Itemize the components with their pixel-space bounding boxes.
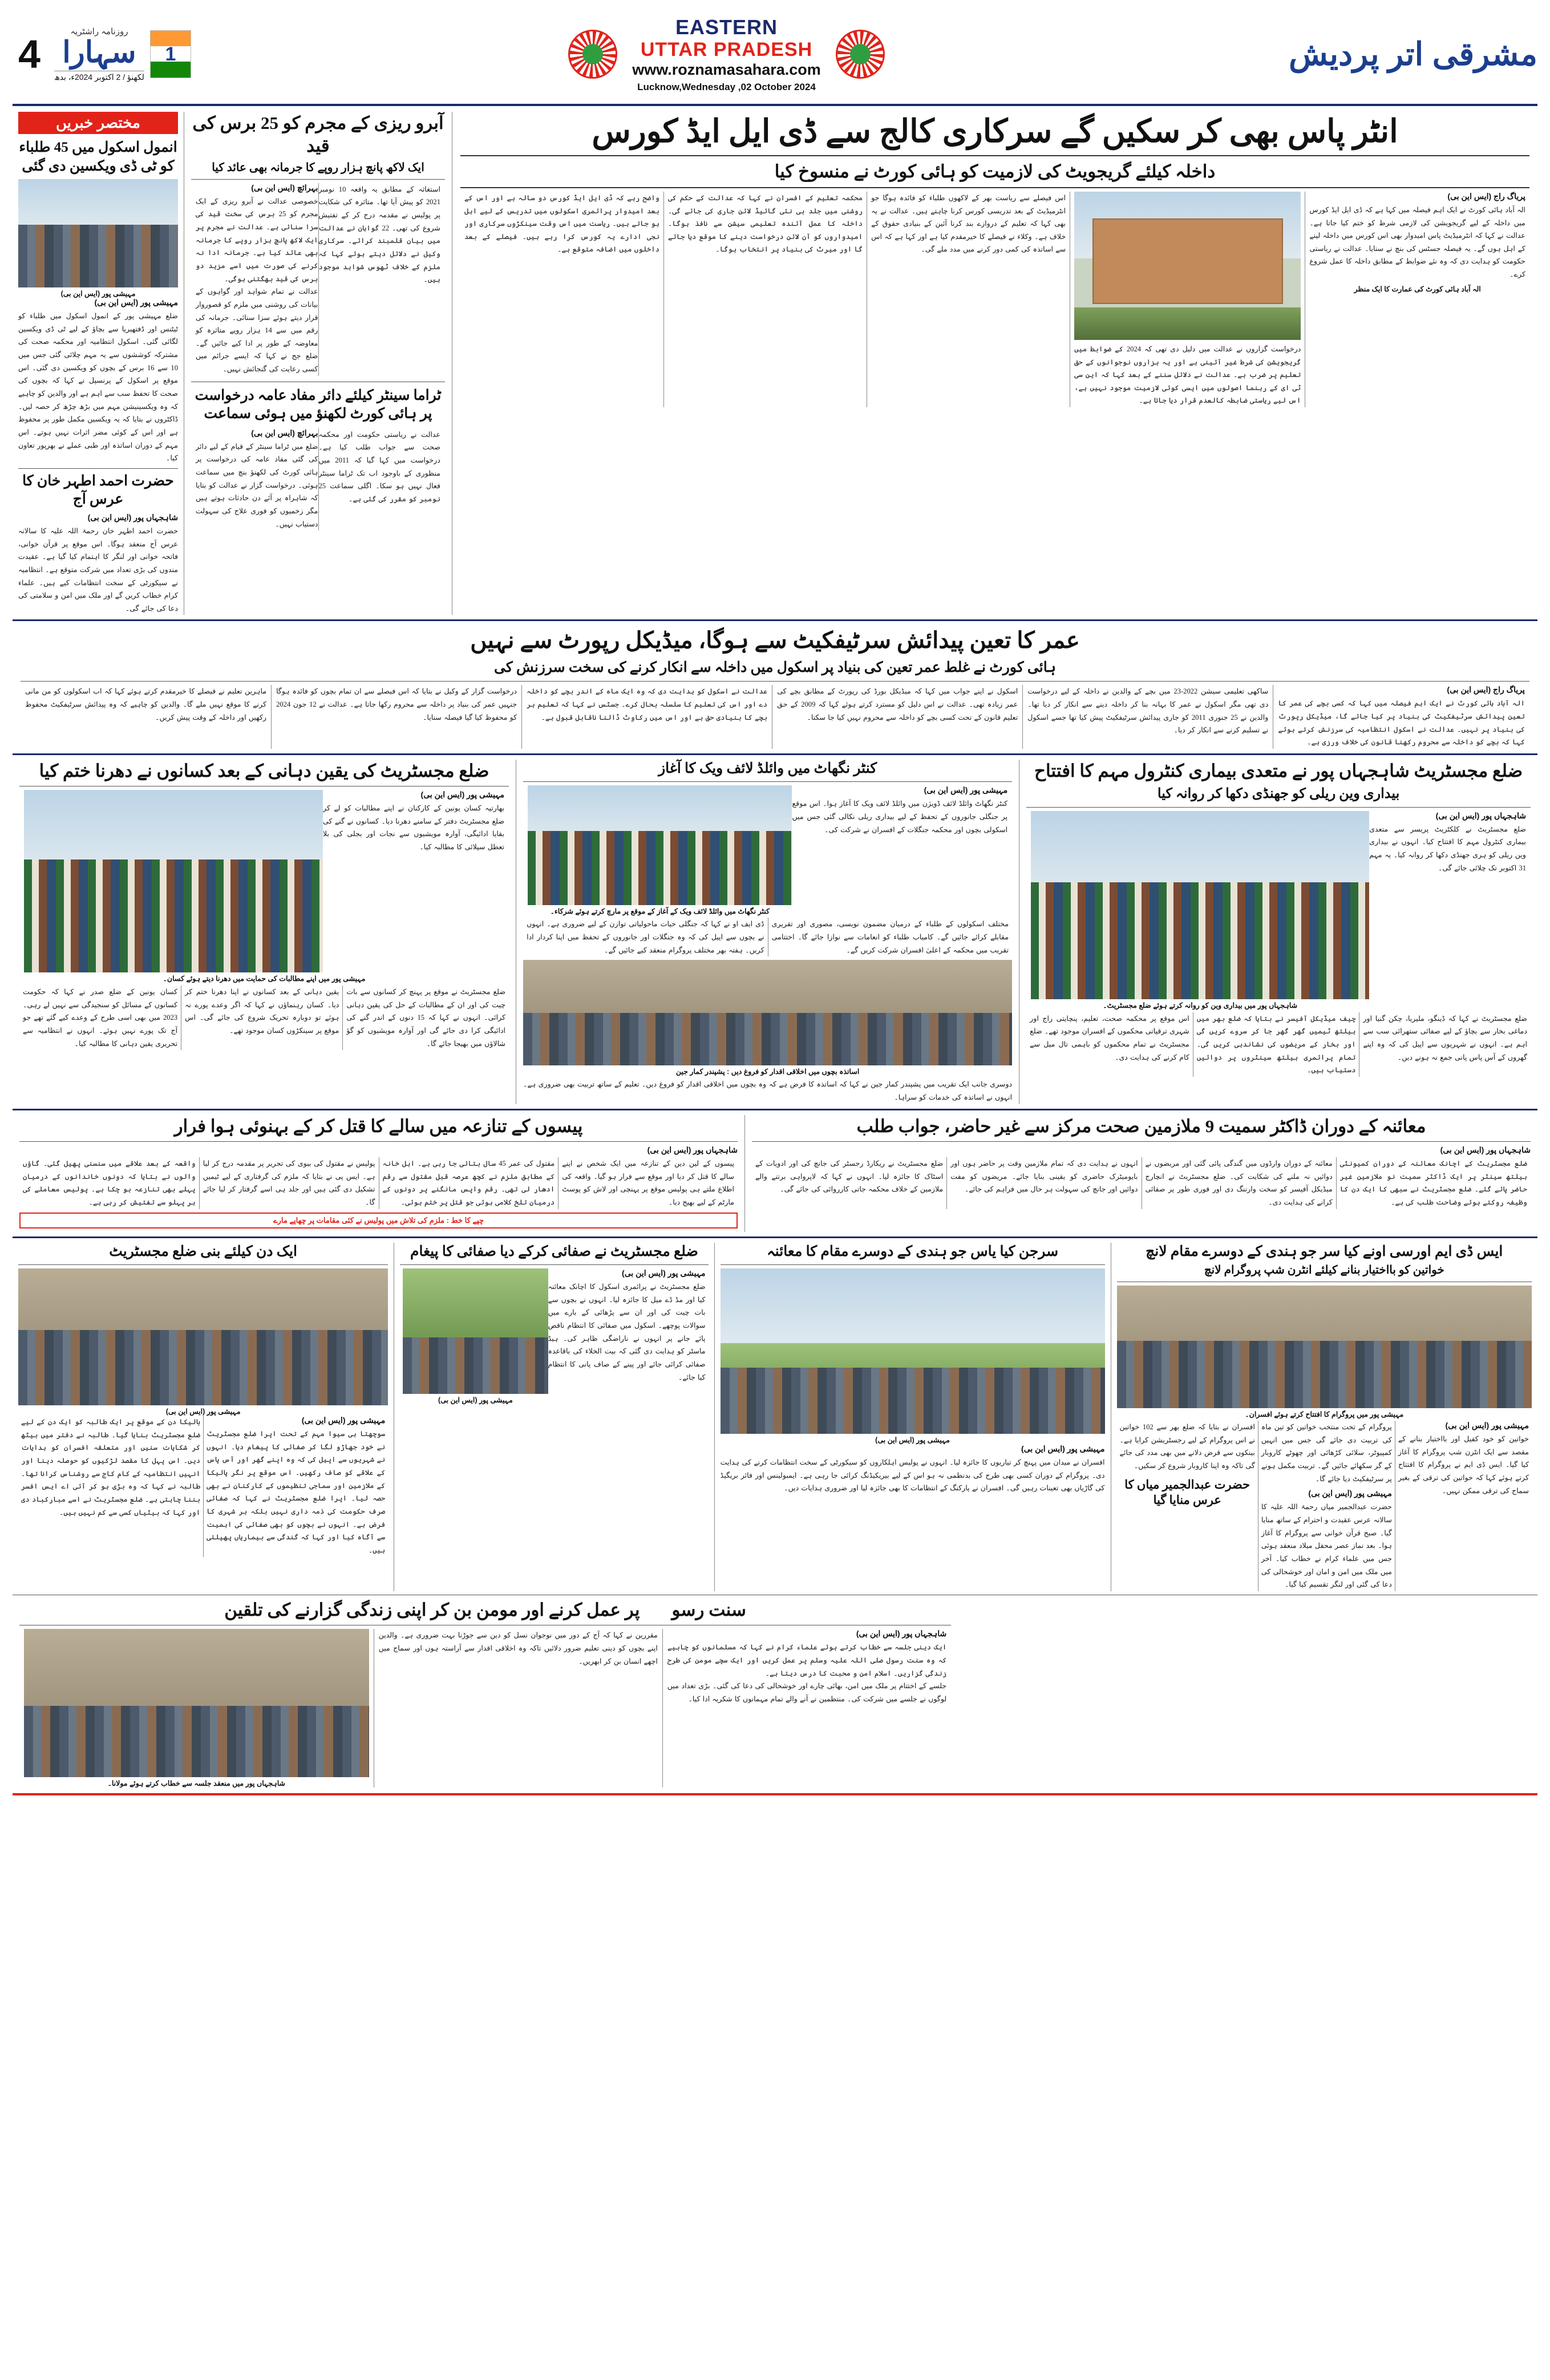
age-col-4: عدالت نے اسکول کو ہدایت دی کہ وہ ایک ماہ کے اندر بچے کو داخلہ دے اور اس کی تعلیم کا سلسلہ بحال کرے۔ جسٹس نے کہا کہ تعلیم ہر بچے کا بنیادی حق ہے اور اس میں رکاوٹ ڈالنا ناقابل قبول ہے۔ — [527, 687, 768, 721]
brief1-text: ضلع مہیشی پور کے انمول اسکول میں طلباء کو ٹیٹنس اور ڈفتھیریا سے بچاؤ کے لیے ٹی ڈی ویکسین لگائی گئی۔ اسکول انتظامیہ اور محکمہ صحت کی مشترکہ کوششوں سے یہ مہم چلائی گئی جس میں 10 سے 16 برس کے بچوں کو ویکسین دی گئی۔ اس موقع پر اسکول کے پرنسپل نے کہا کہ بچوں کی صحت کا تحفظ سب سے اہم ہے اور والدین کو چاہیے کہ وہ ویکسینیشن مہم میں بڑھ چڑھ کر حصہ لیں۔ ڈاکٹروں نے بتایا کہ یہ ویکسین مکمل طور پر محفوظ ہے اور اس کے کوئی مضر اثرات نہیں ہوتے۔ اس مہم کے دوران اساتذہ اور طبی عملے نے بھرپور تعاون کیا۔ — [18, 312, 178, 463]
wildlife-col-4: دوسری جانب ایک تقریب میں پشپندر کمار جین نے کہا کہ اساتذہ کا فرض ہے کہ وہ بچوں میں اخلاقی اقدار کو فروغ دیں۔ تعلیم کے ساتھ تربیت بھی ضروری ہے۔ انہوں نے اساتذہ کی خدمات کو سراہا۔ — [523, 1080, 1013, 1101]
sdm-launch-headline: ایس ڈی ایم اورسی اونے کیا سر جو ہندی کے دوسرے مقام لانچ — [1146, 1243, 1503, 1259]
oneday-dm-text: بالیکا دن کے موقع پر ایک طالبہ کو ایک دن کے لیے ضلع مجسٹریٹ بنایا گیا۔ طالبہ نے دفتر میں بیٹھ کر شکایات سنیں اور متعلقہ افسران کو ہدایات دیں۔ اس پہل کا مقصد لڑکیوں کو حوصلہ دینا اور انہیں انتظامیہ کے کام کاج سے روشناس کرانا تھا۔ طالبہ نے کہا کہ وہ بڑی ہو کر آئی اے ایس افسر بننا چاہتی ہے۔ ضلع مجسٹریٹ نے اسے مبارکباد دی اور کہا کہ بیٹیاں کسی سے کم نہیں ہیں۔ — [21, 1418, 201, 1517]
age-col-2: ساکھی تعلیمی سیشن 2022-23 میں بچے کے والدین نے داخلہ کے لیے درخواست دی تھی مگر اسکول نے عمر کا بہانہ بنا کر داخلہ دینے سے انکار کر دیا تھا۔ والدین نے 25 جنوری 2011 کو جاری پیدائش سرٹیفکیٹ پیش کیا تھا جسے اسکول نے تسلیم کرنے سے انکار کر دیا۔ — [1027, 687, 1269, 735]
sdm-launch-col-1: خواتین کو خود کفیل اور بااختیار بنانے کے مقصد سے ایک انٹرن شپ پروگرام کا آغاز کیا گیا۔ ایس ڈی ایم نے پروگرام کا افتتاح کرتے ہوئے کہا کہ خواتین کی ترقی کے بغیر سماج کی ترقی ممکن نہیں۔ — [1398, 1435, 1529, 1495]
crime-text-3: عدالت نے تمام شواہد اور گواہوں کے بیانات کی روشنی میں ملزم کو قصوروار قرار دیتے ہوئے سزا سنائی۔ جرمانہ کی رقم میں سے 14 ہزار روپے متاثرہ کو معاوضہ کے طور پر ادا کیے جائیں گے۔ ضلع جج نے کہا کہ ایسے جرائم میں کسی رعایت کی گنجائش نہیں۔ — [196, 287, 318, 374]
shahjahanpur-photo-caption: شاہجہاں پور میں بیداری وین کو روانہ کرتے ہوئے ضلع مجسٹریٹ۔ — [1103, 1001, 1298, 1009]
wildlife-headline: کنٹر نگھاٹ میں وائلڈ لائف ویک کا آغاز — [658, 760, 877, 776]
brief2-headline: حضرت احمد اطہر خان کا عرس آج — [22, 473, 174, 508]
sdm-launch-photo-caption: مہیشی پور میں پروگرام کا افتتاح کرتے ہوئے افسران۔ — [1245, 1410, 1404, 1419]
logo-subtitle: روزنامہ راشٹریہ — [70, 26, 128, 37]
trauma-text-2: عدالت نے ریاستی حکومت اور محکمہ صحت سے جواب طلب کیا ہے۔ درخواست میں کہا گیا کہ 2011 میں منظوری کے باوجود اب تک ٹراما سینٹر فعال نہیں ہو سکا۔ اگلی سماعت 25 نومبر کو مقرر کی گئی ہے۔ — [318, 430, 440, 504]
wildlife-col-2: ڈی ایف او نے کہا کہ جنگلی حیات ماحولیاتی توازن کے لیے ضروری ہے۔ انہوں نے بچوں سے اپیل کی کہ وہ جنگلات اور جانوروں کے تحفظ میں اپنا کردار ادا کریں۔ ہفتہ بھر مختلف پروگرام منعقد کیے جائیں گے۔ — [527, 920, 764, 954]
dm-protest-story — [13, 760, 516, 1104]
title-uttar-pradesh: UTTAR PRADESH — [640, 39, 813, 61]
briefs-column — [13, 112, 184, 615]
masthead — [13, 8, 1537, 106]
shahjahanpur-col-3: چیف میڈیکل آفیسر نے بتایا کہ ضلع بھر میں ہیلتھ ٹیمیں گھر گھر جا کر سروے کریں گی اور بخار کے مریضوں کی نشاندہی کریں گی۔ تمام پرائمری ہیلتھ سینٹروں پر دوائیں دستیاب ہیں۔ — [1196, 1014, 1356, 1075]
cleanliness-headline: ایک دن کیلئے بنی ضلع مجسٹریٹ — [109, 1243, 297, 1259]
crime-text-2: استغاثہ کے مطابق یہ واقعہ 10 نومبر 2021 کو پیش آیا تھا۔ متاثرہ کی شکایت پر پولیس نے مقدمہ درج کر کے تفتیش شروع کی تھی۔ 22 گواہان نے عدالت میں بیان قلمبند کرائے۔ سرکاری وکیل نے دلائل دیتے ہوئے کہا کہ ملزم کے خلاف ٹھوس شواہد موجود ہیں۔ — [318, 185, 440, 284]
money-red-note: چپے کا خط : ملزم کی تلاش میں پولیس نے کئی مقامات پر چھاپے مارے — [19, 1213, 738, 1228]
masthead-left — [13, 8, 258, 100]
sdm-launch-col-2: پروگرام کے تحت منتخب خواتین کو تین ماہ کی تربیت دی جائے گی جس میں انہیں کمپیوٹر، سلائی کڑھائی اور چھوٹے کاروبار کے گر سکھائے جائیں گے۔ تربیت مکمل ہونے پر سرٹیفکیٹ دیا جائے گا۔ — [1261, 1423, 1392, 1483]
sunnat-story — [13, 1599, 958, 1787]
lead-col-2: درخواست گزاروں نے عدالت میں دلیل دی تھی کہ 2024 کے ضوابط میں گریجویشن کی شرط غیر آئینی ہے اور یہ ہزاروں نوجوانوں کے حق تعلیم پر ضرب ہے۔ عدالت نے دلائل سننے کے بعد کہا کہ این سی ٹی ای کے رہنما اصولوں میں ایسی کوئی لازمیت موجود نہیں ہے، اس لیے ریاستی ضابطہ کالعدم قرار دیا جاتا ہے۔ — [1074, 344, 1301, 405]
lead-col-4: محکمہ تعلیم کے افسران نے کہا کہ عدالت کے حکم کی روشنی میں جلد ہی نئی گائیڈ لائن جاری کی جائے گی۔ داخلہ کا عمل آئندہ تعلیمی سیشن سے نافذ ہوگا۔ امیدواروں کو آن لائن درخواست دینے کا موقع دیا جائے گا اور میرٹ کی بنیاد پر انتخاب ہوگا۔ — [668, 193, 863, 254]
cleanliness-byline: مہیشی پور (ایس این بی) — [301, 1416, 386, 1425]
sdm-launch-col-3: افسران نے بتایا کہ ضلع بھر سے 102 خواتین نے اس پروگرام کے لیے رجسٹریشن کرایا ہے۔ بینکوں سے قرض دلانے میں بھی مدد کی جائے گی تاکہ وہ اپنا کاروبار شروع کر سکیں۔ — [1119, 1423, 1255, 1470]
title-eastern: EASTERN — [675, 15, 778, 39]
lead-photo — [1074, 192, 1301, 340]
money-byline: شاہجہاں پور (ایس این بی) — [647, 1145, 738, 1154]
ground-inspect-photo — [721, 1268, 1105, 1434]
brief1-photo-caption: مہیشی پور (ایس این بی) — [60, 290, 136, 298]
brief2-text: حضرت احمد اطہر خان رحمۃ اللہ علیہ کا سالانہ عرس آج منعقد ہوگا۔ اس موقع پر قرآن خوانی، فاتحہ خوانی اور لنگر کا اہتمام کیا گیا ہے۔ عقیدت مندوں کی بڑی تعداد میں شرکت متوقع ہے۔ انتظامیہ نے سیکورٹی کے سخت انتظامات کیے ہیں۔ علماء کرام خطاب کریں گے اور ملک میں امن و سلامتی کی دعا کی جائے گی۔ — [18, 526, 178, 613]
trauma-byline: بہرائچ (ایس این بی) — [251, 428, 318, 437]
dm-protest-col-2: ضلع مجسٹریٹ نے موقع پر پہنچ کر کسانوں سے بات چیت کی اور ان کے مطالبات کے حل کی یقین دہانی کرائی۔ انہوں نے کہا کہ 15 دنوں کے اندر گنے کی ادائیگی کرا دی جائے گی اور آوارہ مویشیوں کو گؤ شالاؤں میں بھیجا جائے گا۔ — [346, 988, 506, 1048]
inspection-col-1: ضلع مجسٹریٹ کے اچانک معائنہ کے دوران کمیونٹی ہیلتھ سینٹر پر ایک ڈاکٹر سمیت نو ملازمین غیر حاضر پائے گئے۔ ضلع مجسٹریٹ نے سبھی کا ایک دن کا وظیفہ روکتے ہوئے وضاحت طلب کی ہے۔ — [1339, 1159, 1527, 1206]
wildlife-story — [516, 760, 1019, 1104]
bottom-band — [13, 1243, 1537, 1591]
ground-inspect-headline: سرجن کیا یاس جو ہندی کے دوسرے مقام کا معائنہ — [767, 1243, 1059, 1259]
urs-text: حضرت عبدالجمیر میاں رحمۃ اللہ علیہ کا سالانہ عرس عقیدت و احترام کے ساتھ منایا گیا۔ صبح قرآن خوانی سے پروگرام کا آغاز ہوا۔ بعد نماز عصر محفل میلاد منعقد ہوئی جس میں علماء کرام نے خطاب کیا۔ آخر میں ملک میں امن و امان اور خوشحالی کی دعا کی گئی اور لنگر تقسیم کیا گیا۔ — [1261, 1503, 1392, 1589]
inspection-col-3: انہوں نے ہدایت دی کہ تمام ملازمین وقت پر حاضر ہوں اور بایومیٹرک حاضری کو یقینی بنایا جائے۔ مریضوں کو مفت دوائیں اور جانچ کی سہولت ہر حال میں فراہم کی جائے۔ — [950, 1159, 1138, 1194]
inspection-story — [744, 1115, 1537, 1232]
inspection-byline: شاہجہاں پور (ایس این بی) — [1440, 1145, 1531, 1154]
middle-band — [13, 760, 1537, 1104]
age-byline: پریاگ راج (ایس این بی) — [1447, 685, 1525, 695]
flag-icon: 1 — [150, 30, 191, 78]
cleanliness-story — [13, 1243, 394, 1591]
dm-protest-headline: ضلع مجسٹریٹ کی یقین دہانی کے بعد کسانوں نے دھرنا ختم کیا — [39, 760, 489, 781]
inspection-headline: معائنہ کے دوران ڈاکٹر سمیت 9 ملازمین صحت مرکز سے غیر حاضر، جواب طلب — [856, 1116, 1426, 1136]
trauma-text-1: ضلع میں ٹراما سینٹر کے قیام کے لیے دائر کی گئی مفاد عامہ کی درخواست پر ہائی کورٹ کی لکھنؤ بنچ میں سماعت ہوئی۔ درخواست گزار نے عدالت کو بتایا کہ شاہراہ پر آئے دن حادثات ہوتے ہیں مگر زخمیوں کو فوری علاج کی سہولت دستیاب نہیں۔ — [196, 442, 318, 528]
age-col-3: اسکول نے اپنے جواب میں کہا کہ میڈیکل بورڈ کی رپورٹ کے مطابق بچے کی عمر زیادہ تھی۔ عدالت نے اس دلیل کو مسترد کرتے ہوئے کہا کہ 2009 کے حق تعلیم قانون کے تحت کسی بچے کو داخلہ سے محروم نہیں کیا جا سکتا۔ — [777, 687, 1018, 721]
sunburst-icon-right — [836, 30, 885, 79]
school-inspect-text: ضلع مجسٹریٹ نے پرائمری اسکول کا اچانک معائنہ کیا اور مڈ ڈے میل کا جائزہ لیا۔ انہوں نے بچوں سے بات چیت کی اور ان سے پڑھائی کے بارے میں سوالات پوچھے۔ اسکول میں صفائی کا انتظام ناقص پائے جانے پر انہوں نے ناراضگی ظاہر کی۔ ہیڈ ماسٹر کو ہدایت دی گئی کہ بیت الخلاء کی باقاعدہ صفائی کرائی جائے اور پینے کے صاف پانی کا انتظام کیا جائے۔ — [548, 1283, 706, 1381]
newspaper-logo — [54, 26, 144, 82]
wildlife-col-1: کنٹر نگھاٹ وائلڈ لائف ڈویژن میں وائلڈ لائف ویک کا آغاز ہوا۔ اس موقع پر جنگلی جانوروں کے تحفظ کے لیے بیداری ریلی نکالی گئی جس میں اسکولی بچوں اور محکمہ جنگلات کے افسران نے شرکت کی۔ — [792, 800, 1008, 834]
money-murder-story — [13, 1115, 744, 1232]
sdm-launch-byline: مہیشی پور (ایس این بی) — [1445, 1421, 1529, 1430]
bottom-rule — [13, 1793, 1537, 1795]
wildlife-col-3: مختلف اسکولوں کے طلباء کے درمیان مضمون نویسی، مصوری اور تقریری مقابلے کرائے جائیں گے۔ کامیاب طلباء کو انعامات سے نوازا جائے گا۔ اختتامی تقریب میں محکمہ کے اعلیٰ افسران شرکت کریں گے۔ — [771, 920, 1009, 954]
crime-column — [184, 112, 452, 615]
sunnat-col-2: مقررین نے کہا کہ آج کے دور میں نوجوان نسل کو دین سے جوڑنا بہت ضروری ہے۔ والدین اپنے بچوں کو دینی تعلیم ضرور دلائیں تاکہ وہ اخلاقی اقدار سے آراستہ ہوں اور سماج میں اچھے انسان بن کر ابھریں۔ — [378, 1631, 658, 1665]
website-url[interactable]: www.roznamasahara.com — [632, 61, 821, 79]
shahjahanpur-photo — [1031, 811, 1369, 999]
urs-byline: مہیشی پور (ایس این بی) — [1308, 1489, 1392, 1498]
wildlife-byline: مہیشی پور (ایس این بی) — [924, 785, 1008, 795]
shahjahanpur-byline: شاہجہاں پور (ایس این بی) — [1435, 810, 1526, 820]
money-headline: پیسوں کے تنازعہ میں سالے کا قتل کر کے بہنوئی ہوا فرار — [174, 1116, 583, 1136]
briefs-badge: مختصر خبریں — [18, 112, 178, 134]
lead-headline: انٹر پاس بھی کر سکیں گے سرکاری کالج سے ڈی ایل ایڈ کورس — [592, 114, 1398, 149]
ground-inspect-photo-caption: مہیشی پور (ایس این بی) — [875, 1436, 950, 1445]
wildlife-photo-2 — [523, 960, 1012, 1065]
sunnat-headline: سنت رسولؐ پر عمل کرنے اور مومن بن کر اپنی زندگی گزارنے کی تلقین — [224, 1599, 746, 1620]
age-story — [13, 626, 1537, 748]
lead-col-5: واضح رہے کہ ڈی ایل ایڈ کورس دو سالہ ہے اور اس کے بعد امیدوار پرائمری اسکولوں میں تدریس کے لیے اہل ہو جاتے ہیں۔ ریاست میں اس وقت سینکڑوں سرکاری اور نجی ادارے یہ کورس کرا رہے ہیں۔ فیصلے کے بعد داخلوں میں اضافہ متوقع ہے۔ — [464, 193, 660, 254]
page-number: 4 — [18, 32, 41, 76]
sdm-launch-story — [1111, 1243, 1537, 1591]
school-inspect-headline: ضلع مجسٹریٹ نے صفائی کرکے دیا صفائی کا پیغام — [410, 1243, 698, 1259]
age-headline: عمر کا تعین پیدائش سرٹیفکیٹ سے ہوگا، میڈیکل رپورٹ سے نہیں — [470, 627, 1080, 654]
brief1-headline: انمول اسکول میں 45 طلباء کو ٹی ڈی ویکسین دی گئی — [19, 140, 177, 174]
lead-col-1: الہ آباد ہائی کورٹ نے ایک اہم فیصلہ میں کہا ہے کہ ڈی ایل ایڈ کورس میں داخلہ کے لیے گریجویشن کی لازمی شرط کو ختم کیا جاتا ہے۔ عدالت نے کہا کہ انٹرمیڈیٹ پاس امیدوار بھی اس کورس میں داخلہ لینے کے اہل ہوں گے۔ یہ فیصلہ جسٹس کی بنچ نے سنایا۔ عدالت نے ریاستی حکومت کو ہدایت دی کہ وہ نئے ضوابط کے مطابق داخلہ کا عمل شروع کرے۔ — [1309, 205, 1525, 279]
cleanliness-photo — [18, 1268, 388, 1405]
ground-inspect-byline: مہیشی پور (ایس این بی) — [1021, 1444, 1105, 1454]
sunnat-photo-caption: شاہجہاں پور میں منعقد جلسہ سے خطاب کرتے ہوئے مولانا۔ — [107, 1779, 286, 1788]
dm-protest-photo — [24, 790, 323, 972]
school-inspect-photo — [403, 1268, 548, 1394]
money-col-3: پولیس نے مقتول کی بیوی کی تحریر پر مقدمہ درج کر لیا ہے۔ ایس پی نے بتایا کہ ملزم کی گرفتاری کے لیے ٹیمیں تشکیل دی گئی ہیں اور جلد ہی اسے گرفتار کر لیا جائے گا۔ — [203, 1159, 375, 1206]
sunnat-col-1: ایک دینی جلسہ سے خطاب کرتے ہوئے علماء کرام نے کہا کہ مسلمانوں کو چاہیے کہ وہ سنت رسول صلی اللہ علیہ وسلم پر عمل کریں اور ایک سچے مومن کی طرح زندگی گزاریں۔ اسلام امن و محبت کا درس دیتا ہے۔ — [667, 1643, 947, 1677]
school-inspect-byline: مہیشی پور (ایس این بی) — [622, 1268, 706, 1278]
shahjahanpur-subhead: بیداری وین ریلی کو جھنڈی دکھا کر روانہ کیا — [1157, 786, 1400, 802]
money-col-4: واقعہ کے بعد علاقے میں سنسنی پھیل گئی۔ گاؤں والوں نے بتایا کہ دونوں خاندانوں کے درمیان پہلے بھی تنازعہ ہو چکا ہے۔ پولیس معاملے کی ہر پہلو سے تفتیش کر رہی ہے۔ — [23, 1159, 196, 1206]
lead-photo-caption: الہ آباد ہائی کورٹ کی عمارت کا ایک منظر — [1354, 285, 1481, 293]
wildlife-photo-1 — [528, 785, 792, 905]
inspection-col-4: ضلع مجسٹریٹ نے ریکارڈ رجسٹر کی جانچ کی اور ادویات کے اسٹاک کا جائزہ لیا۔ انہوں نے کہا کہ لاپرواہی برتنے والے ملازمین کے خلاف محکمہ جاتی کارروائی کی جائے گی۔ — [755, 1159, 944, 1194]
school-inspect-photo-caption: مہیشی پور (ایس این بی) — [438, 1396, 513, 1405]
shahjahanpur-col-4: اس موقع پر محکمہ صحت، تعلیم، پنچایتی راج اور شہری ترقیاتی محکموں کے افسران موجود تھے۔ ضلع مجسٹریٹ نے تمام محکموں کو باہمی تال میل سے کام کرنے کی ہدایت دی۔ — [1030, 1014, 1189, 1061]
logo-urdu-title: سہارا — [62, 35, 136, 69]
trauma-headline: ٹراما سینٹر کیلئے دائر مفاد عامہ درخواست پر ہائی کورٹ لکھنؤ میں ہوئی سماعت — [195, 387, 442, 422]
brief1-byline: مہیشی پور (ایس این بی) — [94, 298, 178, 307]
place-date: Lucknow,Wednesday ,02 October 2024 — [637, 82, 816, 93]
shahjahanpur-headline: ضلع مجسٹریٹ شاہجہاں پور نے متعدی بیماری کنٹرول مہم کا افتتاح — [1034, 760, 1523, 781]
cleanliness-text: سوچھتا ہی سیوا مہم کے تحت اپرا ضلع مجسٹریٹ نے خود جھاڑو لگا کر صفائی کا پیغام دیا۔ انہوں نے شہریوں سے اپیل کی کہ وہ اپنے گھر اور آس پاس کے علاقے کو صاف رکھیں۔ اس موقع پر نگر پالیکا کے ملازمین اور سماجی تنظیموں کے کارکنان نے بھی حصہ لیا۔ اپرا ضلع مجسٹریٹ نے کہا کہ صفائی صرف حکومت کی ذمہ داری نہیں بلکہ ہر شہری کا فرض ہے۔ انہوں نے بچوں کو بھی صفائی کی اہمیت سے آگاہ کیا اور کہا کہ گندگی سے بیماریاں پھیلتی ہیں۔ — [207, 1430, 386, 1554]
lead-col-3: اس فیصلے سے ریاست بھر کے لاکھوں طلباء کو فائدہ ہوگا جو انٹرمیڈیٹ کے بعد تدریسی کورس کرنا چاہتے ہیں۔ عدالت نے یہ بھی کہا کہ تعلیم کے دروازے بند کرنا آئین کے بنیادی حقوق کے خلاف ہے۔ وکلاء نے فیصلے کا خیرمقدم کیا ہے اور کہا ہے کہ اس سے اساتذہ کی کمی دور کرنے میں مدد ملے گی۔ — [871, 193, 1066, 254]
age-subhead: ہائی کورٹ نے غلط عمر تعین کی بنیاد پر اسکول میں داخلہ سے انکار کرنے کی سخت سرزنش کی — [494, 660, 1056, 676]
masthead-right — [1195, 8, 1537, 100]
dm-protest-col-1: بھارتیہ کسان یونین کے کارکنان نے اپنے مطالبات کو لے کر ضلع مجسٹریٹ دفتر کے سامنے دھرنا دیا۔ کسانوں نے گنے کی بقایا ادائیگی، آوارہ مویشیوں سے نجات اور بجلی کی بلا تعطل سپلائی کا مطالبہ کیا۔ — [323, 804, 505, 852]
dm-protest-photo-caption: مہیشی پور میں اپنے مطالبات کی حمایت میں دھرنا دیتے ہوئے کسان۔ — [163, 975, 366, 983]
masthead-title — [632, 15, 821, 93]
brief2-byline: شاہجہاں پور (ایس این بی) — [87, 512, 178, 522]
lead-byline: پریاگ راج (ایس این بی) — [1447, 191, 1525, 201]
age-col-6: ماہرین تعلیم نے فیصلے کا خیرمقدم کرتے ہوئے کہا کہ اب اسکولوں کو من مانی کرنے کا موقع نہیں ملے گا۔ والدین کو چاہیے کہ وہ پیدائش سرٹیفکیٹ محفوظ رکھیں اور داخلہ کے وقت پیش کریں۔ — [25, 687, 267, 721]
sunnat-col-3: جلسے کے اختتام پر ملک میں امن، بھائی چارے اور خوشحالی کی دعا کی گئی۔ بڑی تعداد میں لوگوں نے جلسے میں شرکت کی۔ منتظمین نے آنے والے تمام مہمانوں کا شکریہ ادا کیا۔ — [667, 1682, 947, 1703]
sdm-launch-subhead: خواتین کو بااختیار بنانے کیلئے انٹرن شپ پروگرام لانچ — [1204, 1264, 1444, 1277]
cleanliness-photo-caption: مہیشی پور (ایس این بی) — [165, 1408, 241, 1416]
crime-byline: بہرائچ (ایس این بی) — [251, 183, 318, 192]
shahjahanpur-story — [1019, 760, 1537, 1104]
crime-subhead: ایک لاکھ پانچ ہزار روپے کا جرمانہ بھی عائد کیا — [212, 161, 424, 174]
logo-date: لکھنؤ / 2 اکتوبر 2024ء، بدھ — [54, 71, 144, 82]
lead-subhead: داخلہ کیلئے گریجویٹ کی لازمیت کو ہائی کورٹ نے منسوخ کیا — [774, 161, 1216, 181]
age-col-5: درخواست گزار کے وکیل نے بتایا کہ اس فیصلے سے ان تمام بچوں کو فائدہ ہوگا جنہیں عمر کی بنیاد پر داخلہ سے محروم رکھا جاتا ہے۔ عدالت نے 12 جون 2024 کو محفوظ کیا گیا فیصلہ سنایا۔ — [276, 687, 517, 721]
sunnat-byline: شاہجہاں پور (ایس این بی) — [856, 1629, 947, 1639]
money-col-2: مقتول کی عمر 45 سال بتائی جا رہی ہے۔ اہل خانہ کے مطابق ملزم نے کچھ عرصہ قبل مقتول سے رقم ادھار لی تھی۔ رقم واپس مانگنے پر دونوں کے درمیان تلخ کلامی ہوئی جو قتل پر ختم ہوئی۔ — [382, 1159, 555, 1206]
ground-inspect-text: افسران نے میدان میں پہنچ کر تیاریوں کا جائزہ لیا۔ انہوں نے پولیس اہلکاروں کو سیکورٹی کے سخت انتظامات کرنے کی ہدایت دی۔ پروگرام کے دوران کسی بھی طرح کی بدنظمی نہ ہو اس کے لیے بیریکیڈنگ کرائی جا رہی ہے۔ ایمبولینس اور فائر بریگیڈ کی گاڑیاں بھی تعینات رہیں گی۔ افسران نے پارکنگ کے انتظامات کا بھی جائزہ لیا اور ضروری ہدایات دیں۔ — [720, 1458, 1105, 1493]
shahjahanpur-col-2: ضلع مجسٹریٹ نے کہا کہ ڈینگو، ملیریا، چکن گنیا اور دماغی بخار سے بچاؤ کے لیے صفائی ستھرائی سب سے اہم ہے۔ انہوں نے شہریوں سے اپیل کی کہ وہ اپنے گھروں کے آس پاس پانی جمع نہ ہونے دیں۔ — [1363, 1014, 1527, 1061]
dm-protest-col-3: یقین دہانی کے بعد کسانوں نے اپنا دھرنا ختم کر دیا۔ کسان رہنماؤں نے کہا کہ اگر وعدے پورے نہ ہوئے تو دوبارہ تحریک شروع کی جائے گی۔ اس موقع پر سینکڑوں کسان موجود تھے۔ — [185, 988, 339, 1035]
lead-story — [452, 112, 1537, 615]
sunnat-photo — [24, 1629, 369, 1777]
wildlife-photo-1-caption: کنٹر نگھاٹ میں وائلڈ لائف ویک کے آغاز کے موقع پر مارچ کرتے ہوئے شرکاء۔ — [550, 907, 770, 916]
sunburst-icon-left — [568, 30, 617, 79]
school-inspect-story — [394, 1243, 714, 1591]
ground-inspect-story — [714, 1243, 1111, 1591]
inspection-col-2: معائنہ کے دوران وارڈوں میں گندگی پائی گئی اور مریضوں نے دوائیں نہ ملنے کی شکایت کی۔ ضلع مجسٹریٹ نے انچارج میڈیکل آفیسر کو سخت وارننگ دی اور فوری طور پر صفائی کرانے کی ہدایت دی۔ — [1145, 1159, 1333, 1206]
shahjahanpur-col-1: ضلع مجسٹریٹ نے کلکٹریٹ پریسر سے متعدی بیماری کنٹرول مہم کا افتتاح کیا۔ انہوں نے بیداری وین ریلی کو ہری جھنڈی دکھا کر روانہ کیا۔ یہ مہم 31 اکتوبر تک چلائی جائے گی۔ — [1369, 825, 1526, 872]
age-col-1: الہ آباد ہائی کورٹ نے ایک اہم فیصلہ میں کہا کہ کسی بچے کی عمر کا تعین پیدائش سرٹیفکیٹ کی بنیاد پر کیا جائے گا، میڈیکل رپورٹ کی بنیاد پر نہیں۔ عدالت نے اسکول انتظامیہ کی سرزنش کرتے ہوئے کہا کہ بچے کو داخلہ سے محروم رکھنا قانون کی خلاف ورزی ہے۔ — [1278, 699, 1525, 747]
urs-headline: حضرت عبدالجمیر میاں کا عرس منایا گیا — [1124, 1477, 1250, 1507]
third-band — [13, 1115, 1537, 1232]
sdm-launch-photo — [1117, 1286, 1532, 1408]
dm-protest-byline: مہیشی پور (ایس این بی) — [420, 790, 505, 800]
masthead-urdu-title: مشرقی اتر پردیش — [1289, 36, 1537, 72]
brief1-photo — [18, 179, 178, 287]
wildlife-photo-2-caption: اساتذہ بچوں میں اخلاقی اقدار کو فروغ دیں : پشپندر کمار جین — [675, 1068, 860, 1076]
crime-text-1: خصوصی عدالت نے آبرو ریزی کے ایک مجرم کو 25 برس کی سخت قید کی سزا سنائی ہے۔ عدالت نے مجرم پر ایک لاکھ پانچ ہزار روپے کا جرمانہ بھی عائد کیا ہے۔ جرمانہ ادا نہ کرنے کی صورت میں اسے مزید دو برس کی قید بھگتنی ہوگی۔ — [196, 197, 318, 283]
dm-protest-col-4: کسان یونین کے ضلع صدر نے کہا کہ حکومت کسانوں کے مسائل کو سنجیدگی سے نہیں لے رہی۔ 2023 میں بھی اسی طرح کے وعدے کیے گئے تھے جو آج تک پورے نہیں ہوئے۔ انہوں نے انتظامیہ سے تحریری یقین دہانی کا مطالبہ کیا۔ — [23, 988, 178, 1048]
crime-headline: آبرو ریزی کے مجرم کو 25 برس کی قید — [192, 113, 444, 156]
masthead-center — [258, 8, 1195, 100]
money-col-1: پیسوں کے لین دین کے تنازعہ میں ایک شخص نے اپنے سالے کا قتل کر دیا اور موقع سے فرار ہو گیا۔ واقعہ کی اطلاع ملتے ہی پولیس موقع پر پہنچی اور لاش کو پوسٹ مارٹم کے لیے بھیج دیا۔ — [562, 1159, 734, 1206]
